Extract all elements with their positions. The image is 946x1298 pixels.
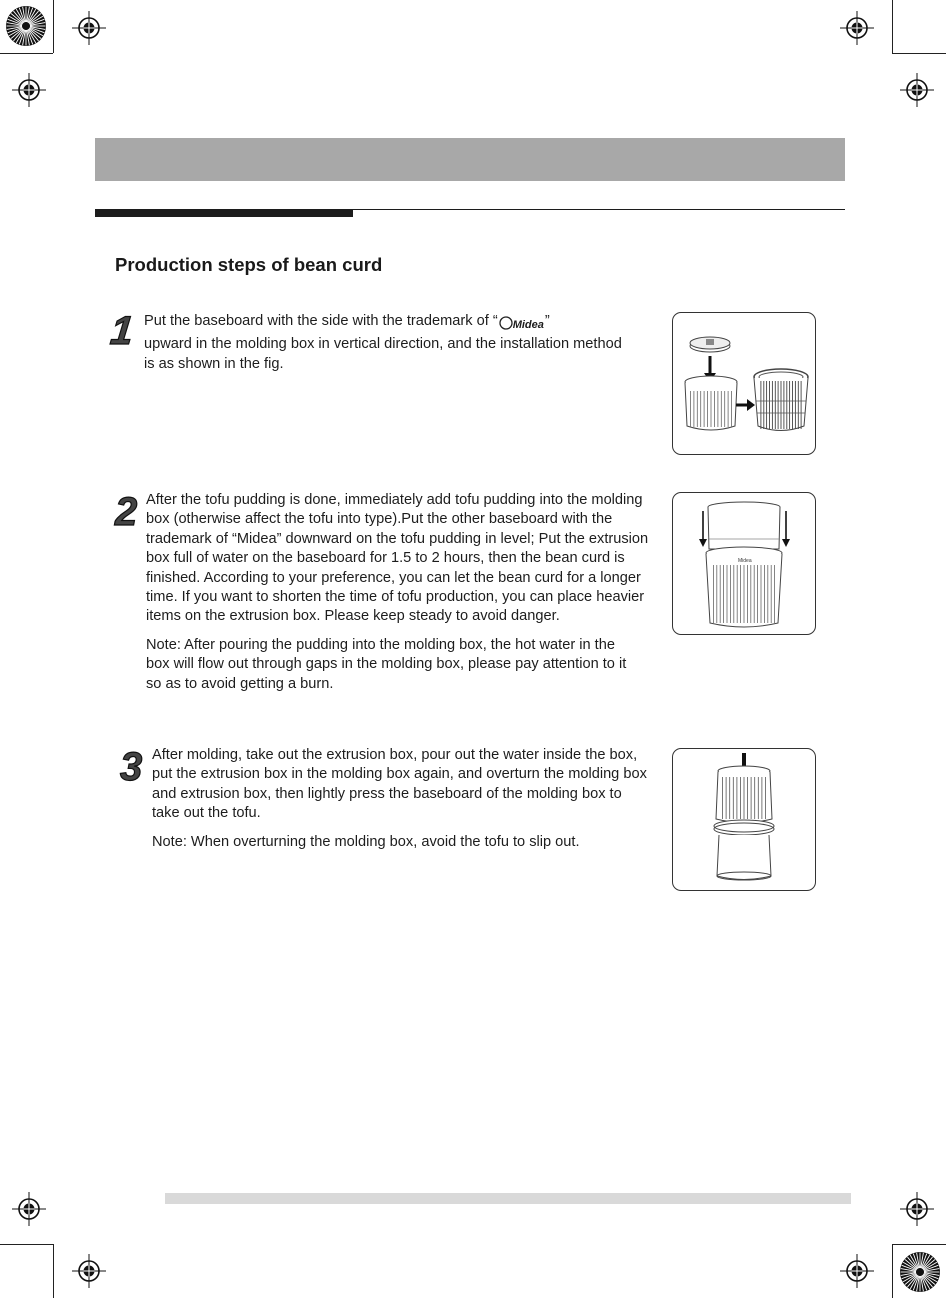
section-title: Production steps of bean curd <box>115 254 383 275</box>
step-3 <box>119 745 149 790</box>
step-number-3 <box>119 745 149 789</box>
registration-mark-icon <box>70 9 108 47</box>
svg-text:1: 1 <box>108 309 136 353</box>
registration-mark-icon <box>70 1252 108 1290</box>
footer-bar <box>165 1193 851 1204</box>
extrusion-box-illustration <box>673 493 815 634</box>
figure-2 <box>672 492 816 635</box>
svg-text:2: 2 <box>115 490 138 534</box>
step-2-instructions: After the tofu pudding is done, immediately add tofu pudding into the molding box (otherwise affect the tofu into type).Put the other baseboard with the trademark of “Midea” downward on the tofu pudding in level; Put the extrusion box full of water on the baseboard for 1.5 to 2 hours, then the bean curd is finished. According to your preference, you can let the bean curd for a longer time. If you want to shorten the time of tofu production, you can place heavier items on the extrusion box. Please keep steady to avoid danger. <box>146 492 649 625</box>
registration-mark-icon <box>838 1252 876 1290</box>
figure-1 <box>672 312 816 455</box>
section-rule-thin <box>353 209 845 210</box>
midea-logo-icon <box>499 316 513 330</box>
step-number-1 <box>108 309 136 353</box>
step-3-instructions: After molding, take out the extrusion box, pour out the water inside the box, put the extrusion box in the molding box again, and overturn the molding box and extrusion box, then lightly press the baseboard of the molding box to take out the tofu. <box>152 747 647 822</box>
step-3-note: Note: When overturning the molding box, avoid the tofu to slip out. <box>152 833 580 850</box>
step-number-2 <box>114 490 144 534</box>
overturn-box-illustration <box>673 749 815 890</box>
header-band <box>95 138 845 181</box>
step-2-text <box>146 491 656 694</box>
color-wheel-icon <box>899 1251 941 1293</box>
section-rule-thick <box>95 209 353 217</box>
registration-mark-icon <box>10 1190 48 1228</box>
step-2 <box>114 490 144 535</box>
figure-3 <box>672 748 816 891</box>
color-wheel-icon <box>5 5 47 47</box>
svg-text:3: 3 <box>120 745 143 789</box>
baseboard-install-illustration <box>673 313 815 454</box>
step-2-note: Note: After pouring the pudding into the molding box, the hot water in the box will flow out through gaps in the molding box, please pay attention to it so as to avoid getting a burn. <box>146 636 627 692</box>
step-3-text <box>152 746 647 852</box>
registration-mark-icon <box>10 71 48 109</box>
registration-mark-icon <box>898 1190 936 1228</box>
midea-logo: Midea <box>499 315 544 335</box>
svg-text:Midea: Midea <box>738 558 752 564</box>
registration-mark-icon <box>838 9 876 47</box>
step-1-text: Put the baseboard with the side with the trademark of “ Midea” upward in the molding box in vertical direction, and the installation method is as shown in the fig. <box>144 313 622 372</box>
registration-mark-icon <box>898 71 936 109</box>
